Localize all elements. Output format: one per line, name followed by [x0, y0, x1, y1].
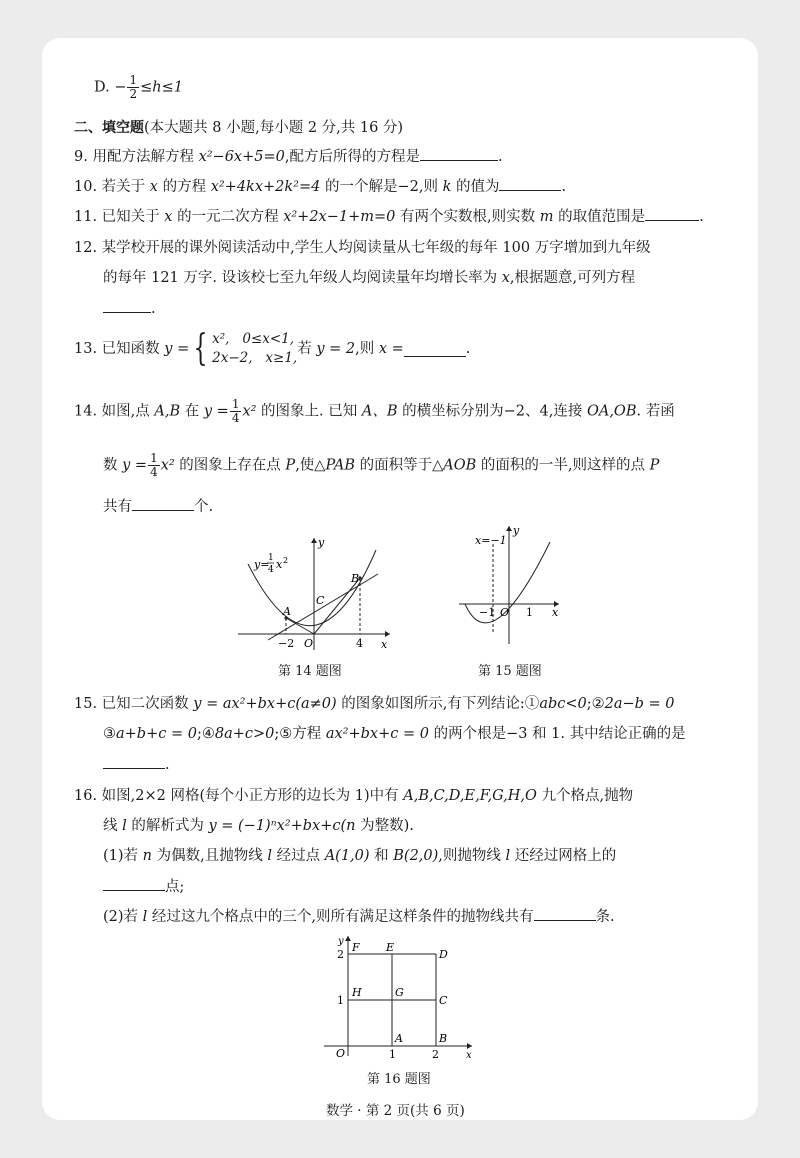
- x-label: x: [552, 606, 559, 619]
- x-arrow: [385, 631, 390, 637]
- question-15-line2: ③a+b+c = 0;④8a+c>0;⑤方程 ax²+bx+c = 0 的两个根是−3 和 1. 其中结论正确的是: [103, 726, 686, 742]
- label-f: F: [352, 941, 360, 954]
- x-label: x: [466, 1050, 472, 1061]
- y-arrow: [345, 936, 351, 941]
- tick-x1: 1: [389, 1048, 396, 1061]
- fn-label-x: x: [276, 558, 283, 571]
- label-a: A: [395, 1032, 403, 1045]
- y-arrow: [506, 526, 512, 531]
- answer-blank: [132, 496, 194, 511]
- figure-16: [324, 932, 484, 1062]
- y-label: y: [338, 936, 344, 947]
- label-g: G: [395, 986, 404, 999]
- question-16-part1: (1)若 n 为偶数,且抛物线 l 经过点 A(1,0) 和 B(2,0),则抛物线 l 还经过网格上的: [103, 848, 617, 864]
- fn-label-sup: 2: [283, 556, 289, 565]
- tick-x2: 2: [432, 1048, 439, 1061]
- fraction: $\frac{1}{4}$: [231, 397, 240, 425]
- figure-16-caption: 第 16 题图: [367, 1072, 431, 1087]
- label-e: E: [386, 941, 395, 954]
- y-label: y: [513, 524, 520, 537]
- label-o: O: [500, 606, 510, 619]
- piecewise-cases: x², 0≤x<1, 2x−2, x≥1,: [212, 331, 298, 366]
- question-11: 11. 已知关于 x 的一元二次方程 x²+2x−1+m=0 有两个实数根,则实数 m 的取值范围是 .: [74, 206, 704, 227]
- question-15-line3: .: [103, 754, 170, 775]
- answer-blank: [645, 206, 699, 221]
- answer-blank: [103, 298, 151, 313]
- figure-15: [455, 522, 570, 647]
- question-12-line3: .: [103, 298, 156, 319]
- tick-y2: 2: [337, 948, 344, 961]
- y-label: y: [318, 536, 325, 549]
- y-arrow: [311, 538, 317, 543]
- answer-blank: [404, 342, 466, 357]
- label-d: D: [439, 948, 448, 961]
- x-label: x: [381, 638, 388, 651]
- question-14-line1: 14. 如图,点 A,B 在 y = $\frac{1}{4}$ x² 的图象上. 已知 A、B 的横坐标分别为−2、4,连接 OA,OB. 若函: [74, 397, 675, 425]
- figure-14: [228, 530, 398, 655]
- label-h: H: [352, 986, 362, 999]
- question-13: 13. 已知函数 y = { x², 0≤x<1, 2x−2, x≥1,若 y = 2,则 x = .: [74, 328, 471, 369]
- question-16-line1: 16. 如图,2×2 网格(每个小正方形的边长为 1)中有 A,B,C,D,E,F,G,H,O 九个格点,抛物: [74, 788, 634, 804]
- figure-14-caption: 第 14 题图: [278, 664, 342, 679]
- piecewise-brace: {: [193, 328, 208, 369]
- option-d: D. − $\frac{1}{2}$ ≤h≤1: [94, 73, 183, 101]
- label-c: C: [439, 994, 448, 1007]
- question-12-line2: 的每年 121 万字. 设该校七至九年级人均阅读量年均增长率为 x,根据题意,可列方程: [103, 270, 636, 286]
- label-b: B: [439, 1032, 448, 1045]
- question-9: 9. 用配方法解方程 x²−6x+5=0,配方后所得的方程是 .: [74, 146, 503, 167]
- answer-blank: [499, 176, 561, 191]
- question-16-line2: 线 l 的解析式为 y = (−1)ⁿx²+bx+c(n 为整数).: [103, 818, 414, 834]
- symmetry-label: x=−1: [475, 534, 507, 547]
- tick-4: 4: [356, 637, 363, 650]
- x-arrow: [467, 1043, 472, 1049]
- fn-label-num: 1: [268, 553, 274, 563]
- figure-15-caption: 第 15 题图: [478, 664, 542, 679]
- question-15-line1: 15. 已知二次函数 y = ax²+bx+c(a≠0) 的图象如图所示,有下列结论:①abc<0;②2a−b = 0: [74, 696, 675, 712]
- answer-blank: [420, 146, 498, 161]
- answer-blank: [103, 754, 165, 769]
- tick-1: 1: [526, 606, 533, 619]
- label-a: A: [283, 605, 291, 618]
- question-14-line2: 数 y = $\frac{1}{4}$ x² 的图象上存在点 P,使△PAB 的面积等于△AOB 的面积的一半,则这样的点 P: [103, 451, 660, 479]
- answer-blank: [103, 876, 165, 891]
- tick-y1: 1: [337, 994, 344, 1007]
- section-heading: 二、填空题(本大题共 8 小题,每小题 2 分,共 16 分): [74, 120, 404, 136]
- fn-label-den: 4: [268, 565, 274, 575]
- question-16-part2: (2)若 l 经过这九个格点中的三个,则所有满足这样条件的抛物线共有 条.: [103, 906, 615, 927]
- label-b: B: [351, 572, 360, 585]
- page-footer: 数学 · 第 2 页(共 6 页): [326, 1103, 465, 1119]
- fn-label: y=: [254, 558, 270, 571]
- question-16-part1-cont: 点;: [103, 876, 184, 897]
- answer-blank: [534, 906, 596, 921]
- fraction: $\frac{1}{2}$: [129, 73, 138, 101]
- label-o: O: [336, 1047, 346, 1060]
- question-14-line3: 共有 个.: [103, 496, 213, 517]
- label-o: O: [304, 637, 314, 650]
- fraction: $\frac{1}{4}$: [150, 451, 158, 479]
- label-c: C: [316, 594, 325, 607]
- tick-minus2: −2: [278, 637, 295, 650]
- question-12-line1: 12. 某学校开展的课外阅读活动中,学生人均阅读量从七年级的每年 100 万字增加到九年级: [74, 240, 651, 256]
- tick-minus1: −1: [479, 606, 496, 619]
- question-10: 10. 若关于 x 的方程 x²+4kx+2k²=4 的一个解是−2,则 k 的值为 .: [74, 176, 566, 197]
